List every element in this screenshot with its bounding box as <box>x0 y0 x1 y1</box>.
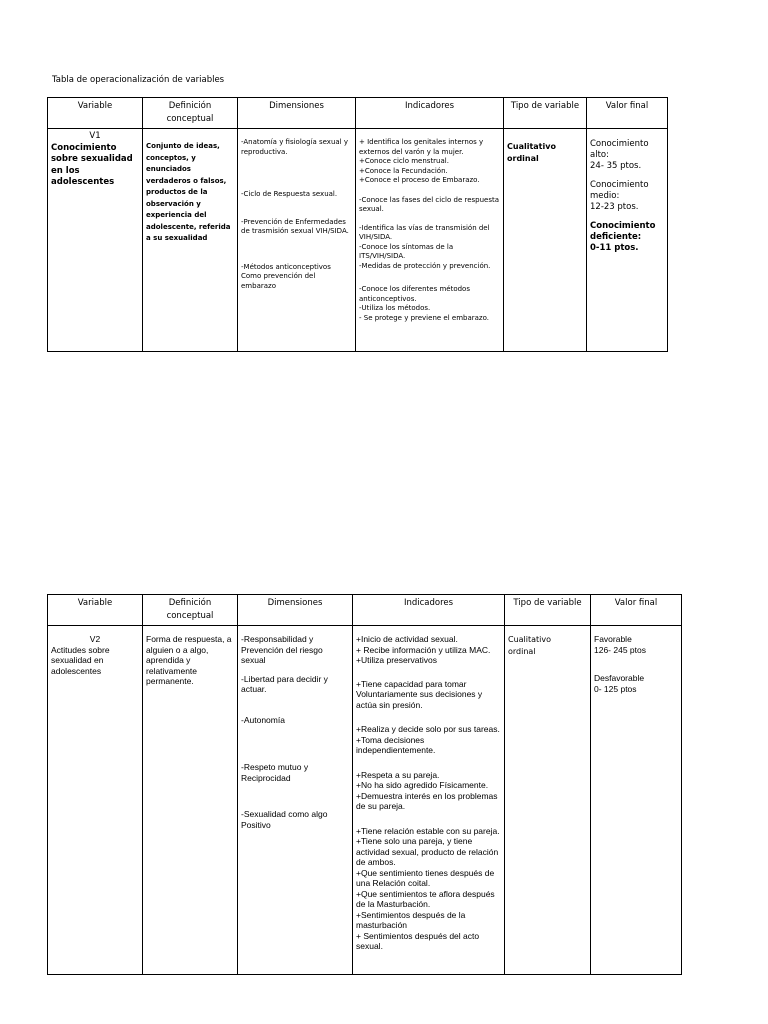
dimension-item: -Anatomía y fisiología sexual y reproductiva. <box>241 138 348 156</box>
dimension-item: -Prevención de Enfermedades de trasmisión sexual VIH/SIDA. <box>241 217 349 235</box>
table-row <box>48 129 668 352</box>
dimension-item: -Respeto mutuo y Reciprocidad <box>241 762 309 783</box>
variable-code: V1 <box>89 131 101 141</box>
definicion-cell: Conjunto de ideas, conceptos, y enunciados verdaderos o falsos, productos de la observación y experiencia del adolescente, referida a su sexualidad <box>143 129 238 352</box>
valor-item: Conocimiento medio: 12-23 ptos. <box>590 180 649 212</box>
header-valor: Valor final <box>587 98 668 129</box>
definicion-cell: Forma de respuesta, a alguien o a algo, aprendida y relativamente permanente. <box>143 626 238 975</box>
indicador-item: +Tiene capacidad para tomar Voluntariamente sus decisiones y actúa sin presión. <box>356 678 483 710</box>
indicador-item: -Identifica las vías de transmisión del VIH/SIDA. -Conoce los síntomas de la ITS/VIH/SIDA. -Medidas de protección y prevención. <box>359 223 491 270</box>
valor-item: Conocimiento deficiente: 0-11 ptos. <box>590 221 656 253</box>
valor-cell <box>587 129 668 352</box>
tipo-cell: Cualitativo ordinal <box>505 626 591 975</box>
header-dimensiones: Dimensiones <box>238 595 353 626</box>
tipo-cell: Cualitativo ordinal <box>504 129 587 352</box>
indicador-item: -Conoce las fases del ciclo de respuesta sexual. <box>359 195 500 213</box>
dimension-item: -Ciclo de Respuesta sexual. <box>241 190 338 198</box>
dimension-item: -Libertad para decidir y actuar. <box>241 673 328 694</box>
indicador-item: -Conoce los diferentes métodos anticonceptivos. -Utiliza los métodos. - Se protege y previene el embarazo. <box>359 285 489 322</box>
header-definicion: Definición conceptual <box>143 595 238 626</box>
header-tipo: Tipo de variable <box>504 98 587 129</box>
variable-cell <box>48 129 143 352</box>
indicadores-cell <box>356 129 504 352</box>
indicador-item: +Respeta a su pareja. +No ha sido agredido Físicamente. +Demuestra interés en los problemas de su pareja. <box>356 769 498 811</box>
header-dimensiones: Dimensiones <box>238 98 356 129</box>
indicador-item: +Tiene relación estable con su pareja. +Tiene solo una pareja, y tiene actividad sexual, producto de relación de ambos. +Que sentimiento tienes después de una Relación coital. +Que sentimientos te aflora después de la Masturbación. +Sentimientos después de la masturbación + Sentimientos después del acto sexual. <box>356 825 500 951</box>
variable-name: Actitudes sobre sexualidad en adolescentes <box>51 644 110 676</box>
indicador-item: + Identifica los genitales internos y externos del varón y la mujer. +Conoce ciclo menstrual. +Conoce la Fecundación. +Conoce el proceso de Embarazo. <box>359 138 484 184</box>
table-header-row <box>48 595 682 626</box>
valor-item: Desfavorable 0- 125 ptos <box>594 673 645 694</box>
header-definicion: Definición conceptual <box>143 98 238 129</box>
indicadores-cell <box>353 626 505 975</box>
dimension-item: -Responsabilidad y Prevención del riesgo sexual <box>241 634 323 665</box>
header-indicadores: Indicadores <box>353 595 505 626</box>
variable-cell <box>48 626 143 975</box>
operationalization-table-v1 <box>47 97 668 352</box>
table-header-row <box>48 98 668 129</box>
header-variable: Variable <box>48 595 143 626</box>
variable-name: Conocimiento sobre sexualidad en los adolescentes <box>51 142 133 187</box>
table-row <box>48 626 682 975</box>
indicador-item: +Realiza y decide solo por sus tareas. +Toma decisiones independientemente. <box>356 724 500 755</box>
valor-item: Conocimiento alto: 24- 35 ptos. <box>590 139 649 171</box>
page-title: Tabla de operacionalización de variables <box>52 75 225 85</box>
header-valor: Valor final <box>591 595 682 626</box>
valor-cell <box>591 626 682 975</box>
header-indicadores: Indicadores <box>356 98 504 129</box>
dimensiones-cell <box>238 129 356 352</box>
operationalization-table-v2 <box>47 594 682 975</box>
dimension-item: -Autonomía <box>241 714 285 725</box>
valor-item: Favorable 126- 245 ptos <box>594 634 646 655</box>
dimensiones-cell <box>238 626 353 975</box>
header-variable: Variable <box>48 98 143 129</box>
dimension-item: -Sexualidad como algo Positivo <box>241 809 328 830</box>
dimension-item: -Métodos anticonceptivos Como prevención del embarazo <box>241 262 331 290</box>
indicador-item: +Inicio de actividad sexual. + Recibe información y utiliza MAC. +Utiliza preservativos <box>356 634 491 665</box>
variable-code: V2 <box>89 634 101 644</box>
header-tipo: Tipo de variable <box>505 595 591 626</box>
